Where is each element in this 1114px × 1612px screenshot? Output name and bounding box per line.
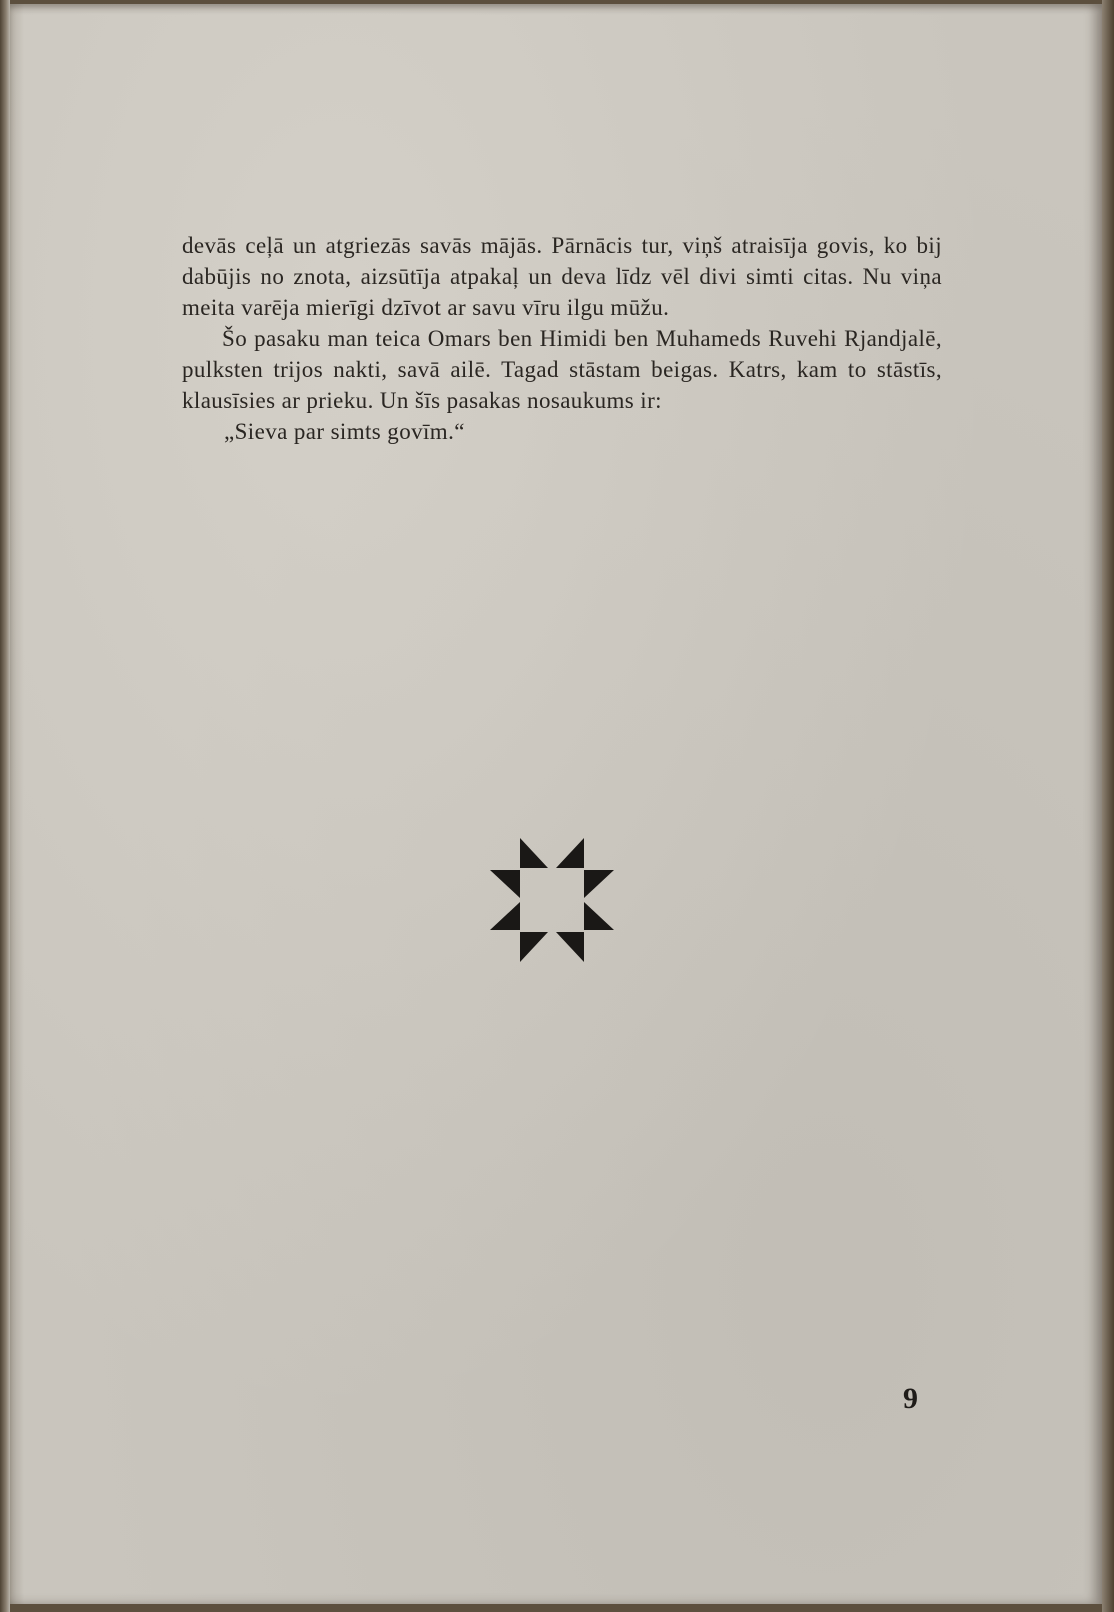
paragraph-2: Šo pasaku man teica Omars ben Himidi ben Muhameds Ruvehi Rjandjalē, pulksten trijos nakti, savā ailē. Tagad stāstam beigas. Katrs, kam to stāstīs, klausīsies ar prieku. Un šīs pasakas nosaukums ir: [182, 326, 942, 413]
page-right-edge [1102, 0, 1114, 1612]
body-text [182, 230, 942, 447]
book-spine-edge [0, 0, 10, 1612]
story-title: „Sieva par simts govīm.“ [224, 419, 465, 444]
paragraph-1: devās ceļā un atgriezās savās mājās. Pārnācis tur, viņš atraisīja govis, ko bij dabūjis no znota, aizsūtīja atpakaļ un deva līdz vēl divi simti citas. Nu viņa meita varēja mierīgi dzīvot ar savu vīru ilgu mūžu. [182, 233, 942, 320]
triangle-star-ornament-icon [490, 838, 614, 962]
page-number: 9 [903, 1382, 918, 1415]
